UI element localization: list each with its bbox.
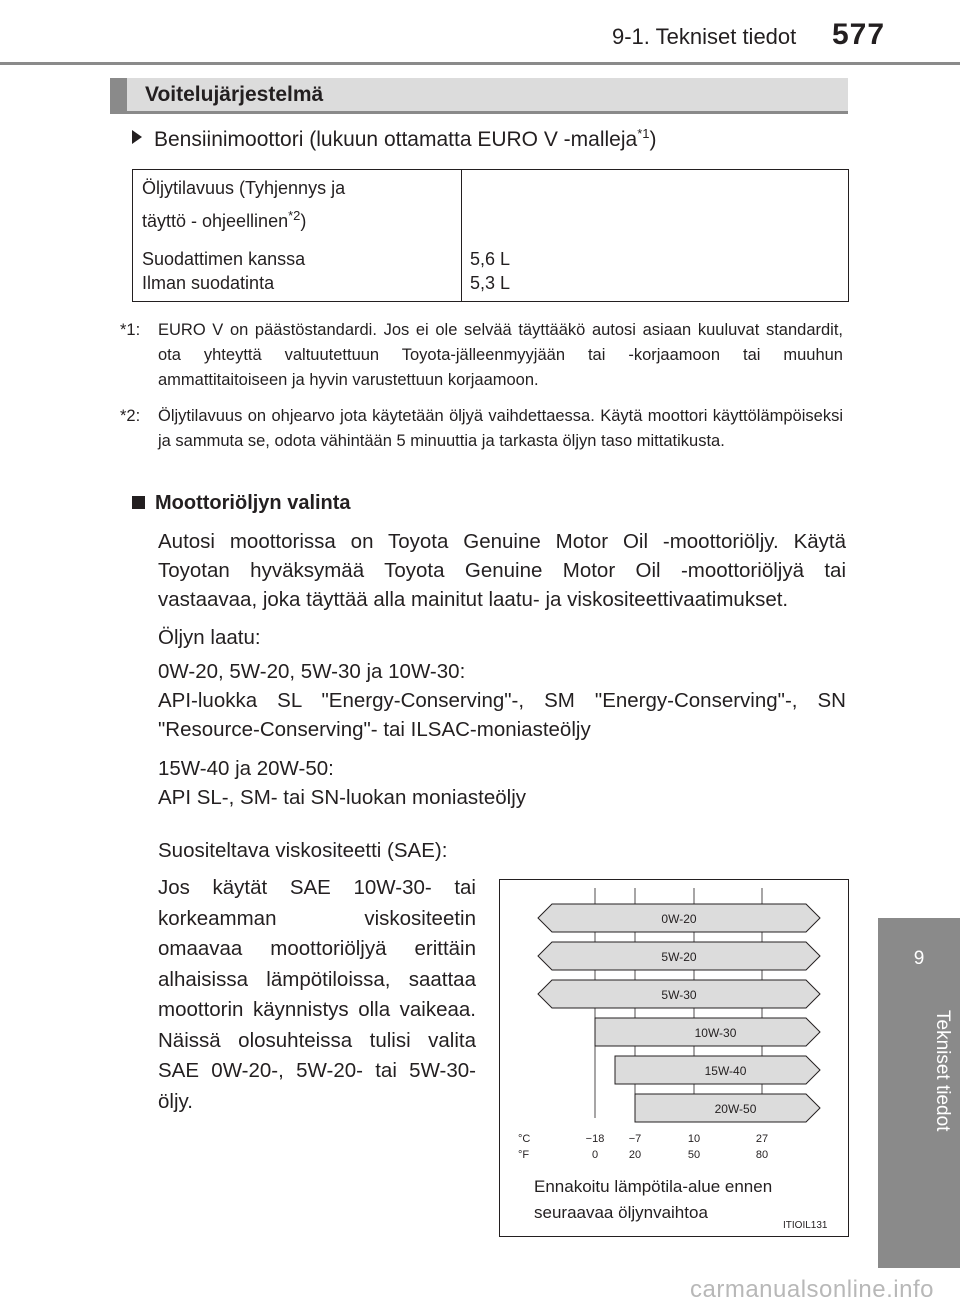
cold-start-note: Jos käytät SAE 10W-30- tai korkeamman viskositeetin omaavaa moottoriöljyä erittäin alhaisissa lämpötiloissa, saattaa moottorin käynnistys olla vaikeaa. Näissä olosuhteissa tulisi valita SAE 0W-20-, 5W-20- tai 5W-30-öljy. (158, 876, 476, 1113)
fahrenheit-unit-label: °F (518, 1149, 530, 1161)
tick-label-f: 50 (687, 1149, 701, 1161)
viscosity-chart-plot (500, 880, 848, 1170)
watermark: carmanualsonline.info (690, 1276, 934, 1303)
oil-selection-heading (132, 492, 351, 515)
table-head-text: täyttö - ohjeellinen (142, 211, 289, 231)
footnote-mark: *1: (120, 321, 141, 339)
oil-capacity-table (132, 169, 849, 302)
chapter-number: 9 (913, 948, 925, 969)
series-label: 0W-20 (661, 912, 697, 926)
page-number: 577 (832, 18, 886, 51)
oil-selection-heading-text: Moottoriöljyn valinta (155, 492, 351, 514)
header-rule (0, 62, 960, 65)
engine-type-bullet (132, 126, 657, 152)
figure-code: ITIOIL131 (783, 1220, 828, 1231)
spec-group-1: API-luokka SL "Energy-Conserving"-, SM "Energy-Conserving"-, SN "Resource-Conserving"- tai ILSAC-moniasteöljy (158, 689, 846, 741)
series-label: 5W-20 (661, 950, 697, 964)
row-value-with-filter: 5,6 L (470, 249, 511, 269)
table-head-close: ) (300, 211, 307, 231)
section-title: Voitelujärjestelmä (145, 83, 324, 106)
footnote-ref: *1 (637, 126, 650, 141)
row-label-without-filter: Ilman suodatinta (142, 273, 275, 293)
tick-label-f: 20 (628, 1149, 642, 1161)
row-value-without-filter: 5,3 L (470, 273, 511, 293)
tick-label-c: −7 (628, 1133, 642, 1145)
series-label: 15W-40 (704, 1064, 747, 1078)
series-label: 20W-50 (714, 1102, 757, 1116)
grades-group-1: 0W-20, 5W-20, 5W-30 ja 10W-30: (158, 660, 466, 683)
row-label-with-filter: Suodattimen kanssa (142, 249, 306, 269)
table-head-line1: Öljytilavuus (Tyhjennys ja (142, 178, 346, 198)
celsius-unit-label: °C (518, 1133, 531, 1145)
triangle-bullet-icon (132, 130, 142, 144)
chapter-label: Tekniset tiedot (932, 1010, 953, 1132)
series-label: 10W-30 (694, 1026, 737, 1040)
engine-type-text: Bensiinimoottori (lukuun ottamatta EURO V -malleja (154, 128, 638, 151)
viscosity-chart (499, 879, 849, 1237)
engine-type-close: ) (649, 128, 657, 151)
footnote-text: EURO V on päästöstandardi. Jos ei ole selvää täyttääkö autosi asiaan kuuluvat standardit, ota yhteyttä valtuutettuun Toyota-jälleenmyyjään tai -korjaamoon tai muuhun ammattitaitoiseen ja hyvin varustettuun korjaamoon. (158, 321, 843, 389)
footnote-mark: *2: (120, 407, 141, 425)
tick-label-c: −18 (585, 1133, 605, 1145)
tick-label-f: 0 (591, 1149, 599, 1161)
spec-group-2: API SL-, SM- tai SN-luokan moniasteöljy (158, 786, 526, 809)
grades-group-2: 15W-40 ja 20W-50: (158, 757, 334, 780)
table-head-line2 (142, 204, 306, 233)
viscosity-label: Suositeltava viskositeetti (SAE): (158, 839, 448, 862)
oil-quality-label: Öljyn laatu: (158, 626, 261, 649)
footnote-1 (120, 318, 850, 396)
footnote-2 (120, 404, 850, 482)
footnote-ref: *2 (288, 208, 301, 223)
oil-intro-paragraph: Autosi moottorissa on Toyota Genuine Motor Oil -moottoriöljy. Käytä Toyotan hyväksymää Toyota Genuine Motor Oil -moottoriöljyä tai vastaavaa, joka täyttää alla mainitut laatu- ja viskositeettivaatimukset. (158, 530, 846, 611)
tick-label-f: 80 (755, 1149, 769, 1161)
footnote-text: Öljytilavuus on ohjearvo jota käytetään öljyä vaihdettaessa. Käytä moottori käyttölämpöiseksi ja sammuta se, odota vähintään 5 minuuttia ja tarkasta öljyn taso mittatikusta. (158, 407, 843, 450)
square-bullet-icon (132, 496, 145, 509)
chart-caption: Ennakoitu lämpötila-alue ennen seuraavaa öljynvaihtoa (534, 1177, 773, 1222)
tick-label-c: 27 (755, 1133, 769, 1145)
section-heading: 9-1. Tekniset tiedot (612, 24, 797, 49)
tick-label-c: 10 (687, 1133, 701, 1145)
table-divider (461, 170, 462, 301)
section-title-bar (110, 78, 848, 114)
series-label: 5W-30 (661, 988, 697, 1002)
